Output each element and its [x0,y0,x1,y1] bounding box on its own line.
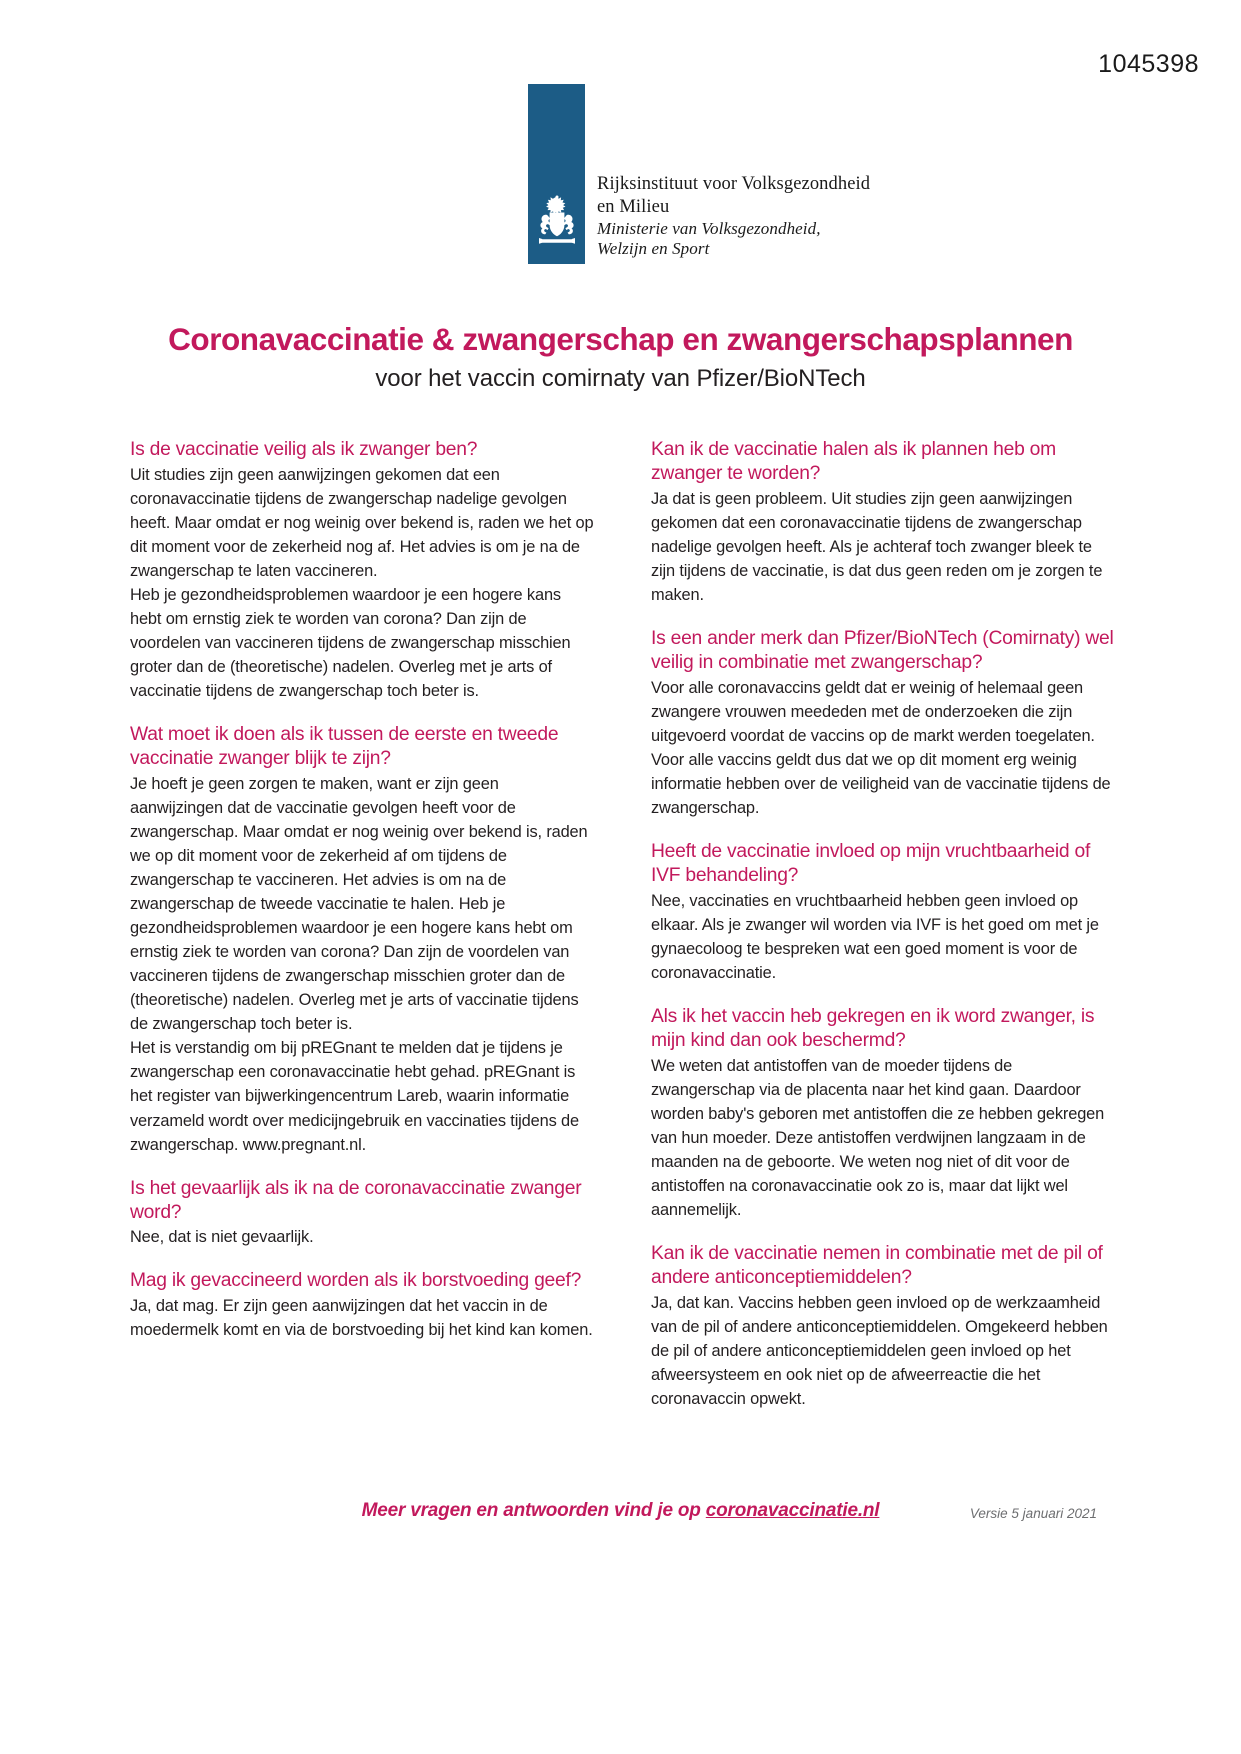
faq-answer-paragraph: Je hoeft je geen zorgen te maken, want er zijn geen aanwijzingen dat de vaccinatie gevolgen heeft voor de zwangerschap. Maar omdat er nog weinig over bekend is, raden we op dit moment voor de zekerheid af om tijdens de zwangerschap te vaccineren. Het advies is om na de zwangerschap de tweede vaccinatie te halen. Heb je gezondheidsproblemen waardoor je een hogere kans hebt om ernstig ziek te worden van corona? Dan zijn de voordelen van vaccineren tijdens de zwangerschap misschien groter dan de (theoretische) nadelen. Overleg met je arts of vaccinatie tijdens de zwangerschap toch beter is. [130,775,588,1034]
faq-question: Is een ander merk dan Pfizer/BioNTech (Comirnaty) wel veilig in combinatie met zwangerschap? [651,628,1114,673]
faq-item [651,627,1115,820]
rivm-logo [528,84,870,264]
faq-item [130,438,594,703]
faq-answer-paragraph: We weten dat antistoffen van de moeder tijdens de zwangerschap via de placenta naar het kind gaan. Daardoor worden baby's geboren met antistoffen die ze hebben gekregen van hun moeder. Deze antistoffen verdwijnen langzaam in de maanden na de geboorte. We weten nog niet of dit voor de antistoffen na coronavaccinatie ook zo is, maar dat lijkt wel aannemelijk. [651,1056,1105,1220]
logo-line-3: Ministerie van Volksgezondheid, [597,218,821,238]
faq-answer-paragraph: Ja dat is geen probleem. Uit studies zijn geen aanwijzingen gekomen dat een coronavaccinatie tijdens de zwangerschap nadelige gevolgen heeft. Als je achteraf toch zwanger bleek te zijn tijdens de vaccinatie, is dat dus geen reden om je zorgen te maken. [651,489,1103,604]
faq-question: Wat moet ik doen als ik tussen de eerste en tweede vaccinatie zwanger blijk te zijn? [130,724,559,770]
faq-item [651,1242,1115,1411]
logo-line-1: Rijksinstituut voor Volksgezondheid [597,174,871,195]
faq-answer-paragraph: Uit studies zijn geen aanwijzingen gekomen dat een coronavaccinatie tijdens de zwangerschap nadelige gevolgen heeft. Maar omdat er nog weinig over bekend is, raden we het op dit moment voor de zekerheid nog af. Het advies is om je na de zwangerschap te laten vaccineren. [130,465,594,581]
logo-wordmark [597,173,870,264]
faq-item [130,1177,594,1250]
faq-item [130,723,594,1156]
faq-question: Is de vaccinatie veilig als ik zwanger ben? [130,439,478,460]
faq-question: Kan ik de vaccinatie nemen in combinatie met de pil of andere anticonceptiemiddelen? [651,1243,1103,1288]
faq-item [651,840,1115,985]
coronavaccinatie-link[interactable]: coronavaccinatie.nl [705,1500,880,1521]
faq-question: Mag ik gevaccineerd worden als ik borstvoeding geef? [130,1270,582,1292]
dutch-coat-of-arms-icon [534,194,580,250]
faq-answer-paragraph: Heb je gezondheidsproblemen waardoor je een hogere kans hebt om ernstig ziek te worden van corona? Dan zijn de voordelen van vaccineren tijdens de zwangerschap misschien groter dan de (theoretische) nadelen. Overleg met je arts of vaccinatie tijdens de zwangerschap toch beter is. [130,586,571,701]
faq-question: Kan ik de vaccinatie halen als ik plannen heb om zwanger te worden? [651,439,1056,484]
faq-column-left [130,438,594,1411]
faq-item [130,1269,594,1342]
page-subtitle: voor het vaccin comirnaty van Pfizer/BioNTech [375,364,866,392]
faq-answer-paragraph: Ja, dat mag. Er zijn geen aanwijzingen dat het vaccin in de moedermelk komt en via de borstvoeding bij het kind kan komen. [130,1297,593,1340]
faq-columns [130,438,1115,1411]
faq-answer-paragraph: Nee, dat is niet gevaarlijk. [130,1228,314,1247]
title-block [0,322,1241,392]
page-title: Coronavaccinatie & zwangerschap en zwangerschapsplannen [168,321,1073,357]
page-footer [0,1500,1241,1534]
faq-column-right [651,438,1115,1411]
faq-answer-paragraph: Ja, dat kan. Vaccins hebben geen invloed op de werkzaamheid van de pil of andere anticonceptiemiddelen. Omgekeerd hebben de pil of andere anticonceptiemiddelen geen invloed op het afweersysteem en ook niet op de afweerreactie die het coronavaccin opwekt. [651,1293,1108,1409]
footer-cta-text: Meer vragen en antwoorden vind je op [361,1500,706,1521]
faq-question: Als ik het vaccin heb gekregen en ik word zwanger, is mijn kind dan ook beschermd? [651,1006,1095,1051]
document-number: 1045398 [1098,50,1199,78]
faq-item [651,438,1115,607]
faq-answer-paragraph: Nee, vaccinaties en vruchtbaarheid hebben geen invloed op elkaar. Als je zwanger wil worden via IVF is het goed om met je gynaecoloog te bespreken wat een goed moment is voor de coronavaccinatie. [651,891,1099,982]
faq-answer-paragraph: Voor alle coronavaccins geldt dat er weinig of helemaal geen zwangere vrouwen meededen met de onderzoeken die zijn uitgevoerd voordat de vaccins op de markt werden toegelaten. Voor alle vaccins geldt dus dat we op dit moment erg weinig informatie hebben over de veiligheid van de vaccinatie tijdens de zwangerschap. [651,678,1111,817]
faq-question: Heeft de vaccinatie invloed op mijn vruchtbaarheid of IVF behandeling? [651,841,1091,886]
version-label: Versie 5 januari 2021 [969,1506,1097,1521]
logo-blue-bar [528,84,585,264]
faq-item [651,1005,1115,1222]
footer-call-to-action [362,1500,880,1522]
faq-answer-paragraph: Het is verstandig om bij pREGnant te melden dat je tijdens je zwangerschap een coronavaccinatie hebt gehad. pREGnant is het register van bijwerkingencentrum Lareb, waarin informatie verzameld wordt over medicijngebruik en vaccinaties tijdens de zwangerschap. www.pregnant.nl. [130,1039,579,1154]
logo-line-4: Welzijn en Sport [597,239,710,259]
faq-question: Is het gevaarlijk als ik na de coronavaccinatie zwanger word? [130,1177,582,1223]
logo-line-2: en Milieu [597,196,670,217]
